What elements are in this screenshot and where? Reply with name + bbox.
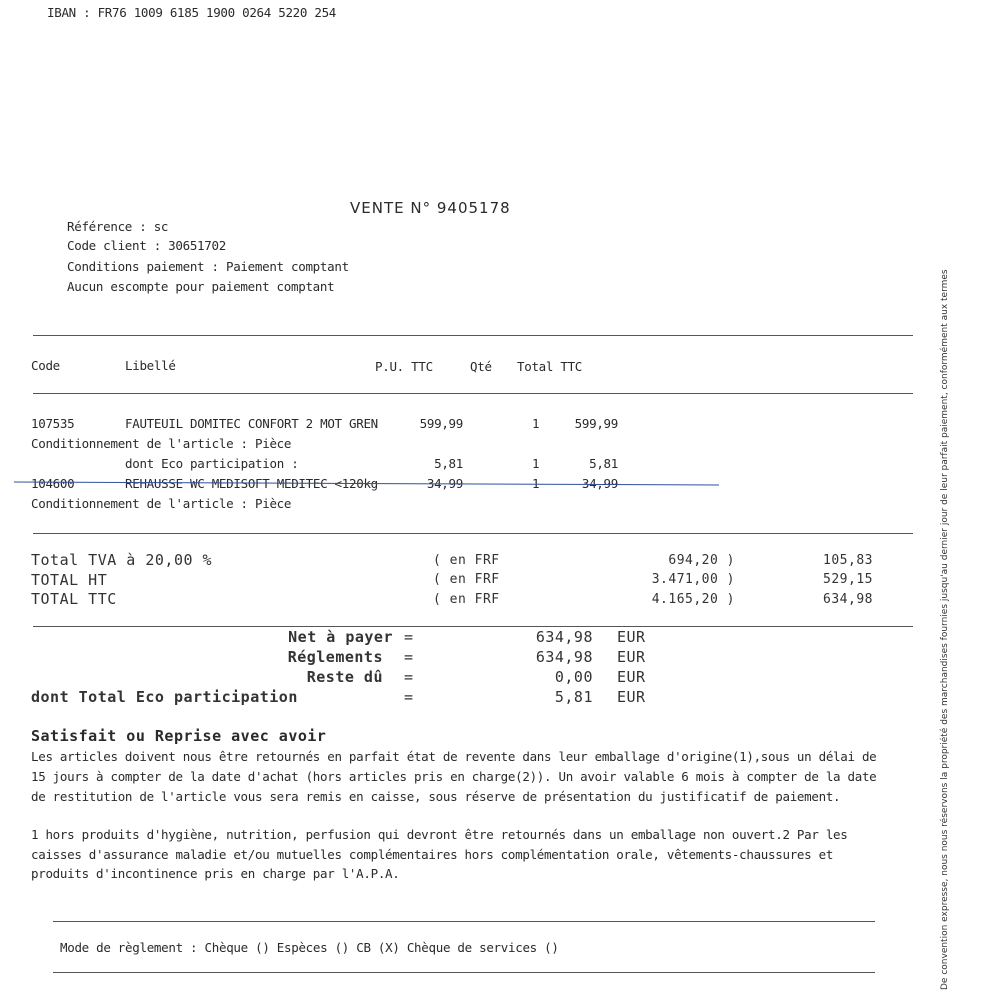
payment-label: Net à payer (288, 628, 393, 646)
policy-line: 15 jours à compter de la date d'achat (hors articles pris en charge(2)). Un avoir valable 6 mois à compter de la date (31, 769, 877, 784)
row-unit-price: 34,99 (426, 476, 463, 491)
col-header-total: Total TTC (517, 359, 583, 374)
total-label: TOTAL HT (31, 571, 108, 589)
side-legal-note: De convention expresse, nous nous réservons la propriété des marchandises fournies jusqu'au dernier jour de leur parfait paiement, conformément aux termes (940, 269, 950, 990)
total-label: Total TVA à 20,00 % (31, 551, 213, 569)
row-total: 599,99 (574, 416, 618, 431)
row-unit-price: 599,99 (419, 416, 463, 431)
row-total: 34,99 (581, 476, 618, 491)
divider (33, 626, 913, 627)
payment-currency: EUR (617, 688, 646, 706)
total-currency-note: ( en FRF (433, 592, 500, 607)
total-frf: 4.165,20 ) (651, 592, 735, 607)
total-eur: 634,98 (823, 592, 873, 607)
footnote-line: produits d'incontinence pris en charge par l'A.P.A. (31, 866, 400, 881)
payment-mode-line: Mode de règlement : Chèque () Espèces () CB (X) Chèque de services () (60, 940, 559, 955)
reference-line: Référence : sc (67, 219, 169, 234)
payment-equals: = (404, 668, 414, 686)
payment-label: Réglements (287, 648, 383, 666)
col-header-code: Code (31, 358, 60, 373)
discount-note-line: Aucun escompte pour paiement comptant (67, 279, 335, 294)
payment-currency: EUR (617, 628, 646, 646)
row-code: 104600 (31, 476, 75, 491)
row-qty: 1 (532, 416, 540, 431)
packaging-note: Conditionnement de l'article : Pièce (31, 496, 292, 511)
divider (33, 335, 913, 336)
policy-heading: Satisfait ou Reprise avec avoir (31, 727, 327, 745)
row-code: 107535 (31, 416, 75, 431)
iban-text: IBAN : FR76 1009 6185 1900 0264 5220 254 (47, 5, 337, 20)
payment-conditions-line: Conditions paiement : Paiement comptant (67, 259, 349, 274)
total-currency-note: ( en FRF (433, 572, 500, 587)
sale-title: VENTE N° 9405178 (350, 199, 511, 217)
col-header-unit-price: P.U. TTC (375, 359, 433, 374)
col-header-label: Libellé (125, 358, 176, 373)
total-eur: 529,15 (823, 572, 873, 587)
payment-amount: 634,98 (535, 648, 593, 666)
payment-equals: = (404, 648, 414, 666)
total-frf: 694,20 ) (668, 553, 735, 568)
total-frf: 3.471,00 ) (651, 572, 735, 587)
col-header-qty: Qté (470, 359, 492, 374)
row-label: dont Eco participation : (125, 456, 299, 471)
payment-label: Reste dû (306, 668, 383, 686)
payment-amount: 0,00 (554, 668, 593, 686)
payment-currency: EUR (617, 668, 646, 686)
total-label: TOTAL TTC (31, 590, 117, 608)
payment-currency: EUR (617, 648, 646, 666)
payment-amount: 634,98 (535, 628, 593, 646)
total-currency-note: ( en FRF (433, 553, 500, 568)
footnote-line: caisses d'assurance maladie et/ou mutuelles complémentaires hors complémentation orale, vêtements-chaussures et (31, 847, 834, 862)
payment-amount: 5,81 (554, 688, 593, 706)
divider (53, 972, 875, 973)
divider (53, 921, 875, 922)
payment-equals: = (404, 628, 414, 646)
footnote-line: 1 hors produits d'hygiène, nutrition, perfusion qui devront être retournés dans un emballage non ouvert.2 Par les (31, 827, 848, 842)
policy-line: Les articles doivent nous être retournés en parfait état de revente dans leur emballage d'origine(1),sous un délai de (31, 749, 877, 764)
policy-line: de restitution de l'article vous sera remis en caisse, sous réserve de présentation du justificatif de paiement. (31, 789, 841, 804)
payment-label: dont Total Eco participation (31, 688, 298, 706)
divider (33, 533, 913, 534)
row-label: REHAUSSE WC MEDISOFT MEDITEC <120kg (125, 476, 378, 491)
row-total: 5,81 (589, 456, 618, 471)
total-eur: 105,83 (823, 553, 873, 568)
payment-equals: = (404, 688, 414, 706)
divider (33, 393, 913, 394)
row-qty: 1 (532, 456, 540, 471)
client-code-line: Code client : 30651702 (67, 238, 226, 253)
row-label: FAUTEUIL DOMITEC CONFORT 2 MOT GREN (125, 416, 378, 431)
row-unit-price: 5,81 (434, 456, 463, 471)
row-qty: 1 (532, 476, 540, 491)
packaging-note: Conditionnement de l'article : Pièce (31, 436, 292, 451)
